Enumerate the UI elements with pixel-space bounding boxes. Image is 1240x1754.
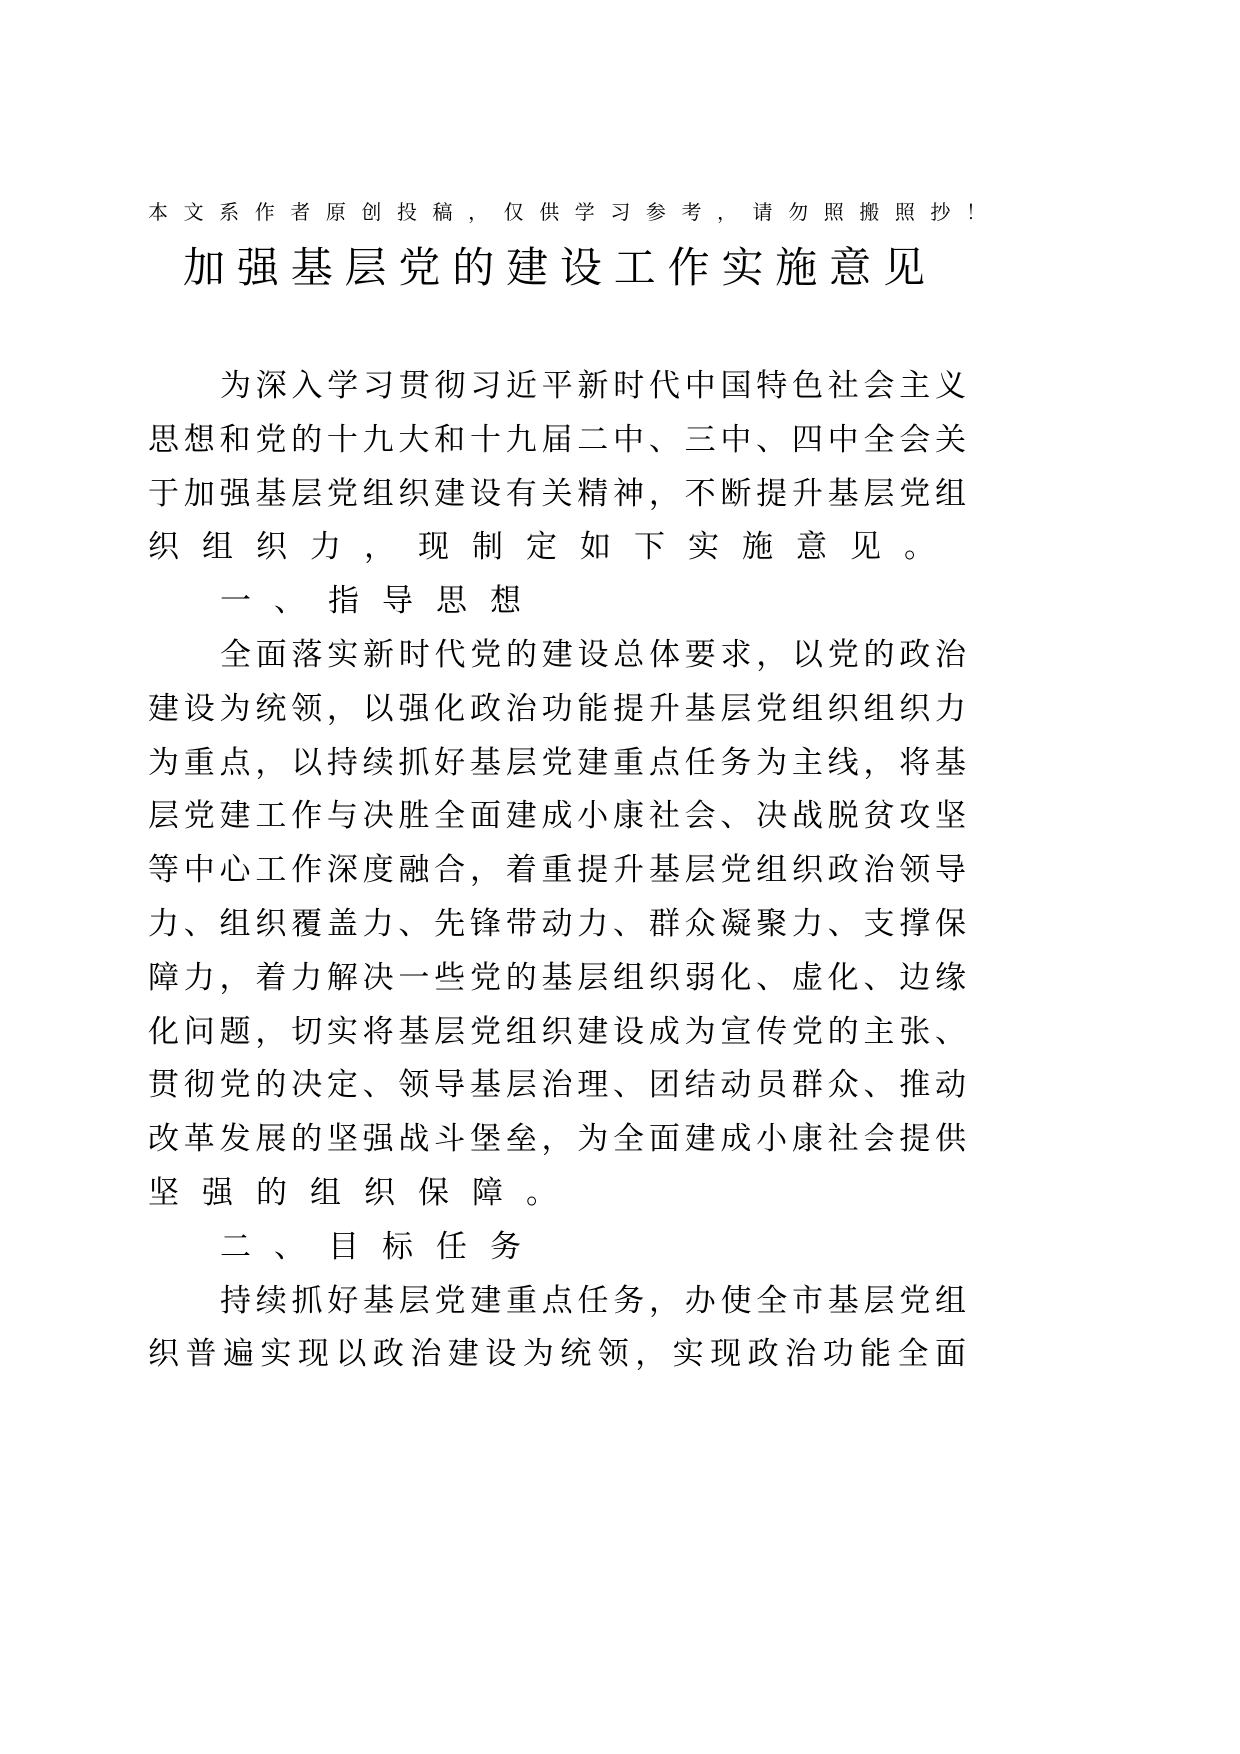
body-text-line: 障力，着力解决一些党的基层组织弱化、虚化、边缘 xyxy=(148,959,966,996)
body-text-line: 为深入学习贯彻习近平新时代中国特色社会主义 xyxy=(220,368,966,404)
body-text-line: 建设为统领，以强化政治功能提升基层党组织组织力 xyxy=(148,690,966,727)
section-heading: 二、目标任务 xyxy=(220,1228,544,1265)
body-text-line: 化问题，切实将基层党组织建设成为宣传党的主张、 xyxy=(148,1013,966,1050)
body-text-line: 为重点，以持续抓好基层党建重点任务为主线，将基 xyxy=(148,744,966,781)
body-text-line: 坚强的组织保障。 xyxy=(148,1174,580,1211)
body-text-line: 力、组织覆盖力、先锋带动力、群众凝聚力、支撑保 xyxy=(148,905,966,942)
body-text-line: 持续抓好基层党建重点任务，办使全市基层党组 xyxy=(220,1282,966,1319)
body-text-line: 织普遍实现以政治建设为统领，实现政治功能全面 xyxy=(148,1336,966,1373)
body-text-line: 于加强基层党组织建设有关精神，不断提升基层党组 xyxy=(148,475,966,512)
body-text-line: 织组织力，现制定如下实施意见。 xyxy=(148,529,958,566)
document-body xyxy=(148,360,966,1382)
body-text-line: 贯彻党的决定、领导基层治理、团结动员群众、推动 xyxy=(148,1067,966,1104)
body-text-line: 全面落实新时代党的建设总体要求，以党的政治 xyxy=(220,636,966,673)
body-text-line: 思想和党的十九大和十九届二中、三中、四中全会关 xyxy=(148,421,966,458)
copyright-notice: 本文系作者原创投稿，仅供学习参考，请勿照搬照抄！ xyxy=(148,200,986,224)
section-heading: 一、指导思想 xyxy=(220,583,544,620)
body-text-line: 等中心工作深度融合，着重提升基层党组织政治领导 xyxy=(148,852,966,889)
document-title: 加强基层党的建设工作实施意见 xyxy=(183,243,925,292)
body-text-line: 层党建工作与决胜全面建成小康社会、决战脱贫攻坚 xyxy=(148,798,966,835)
body-text-line: 改革发展的坚强战斗堡垒，为全面建成小康社会提供 xyxy=(148,1121,966,1158)
